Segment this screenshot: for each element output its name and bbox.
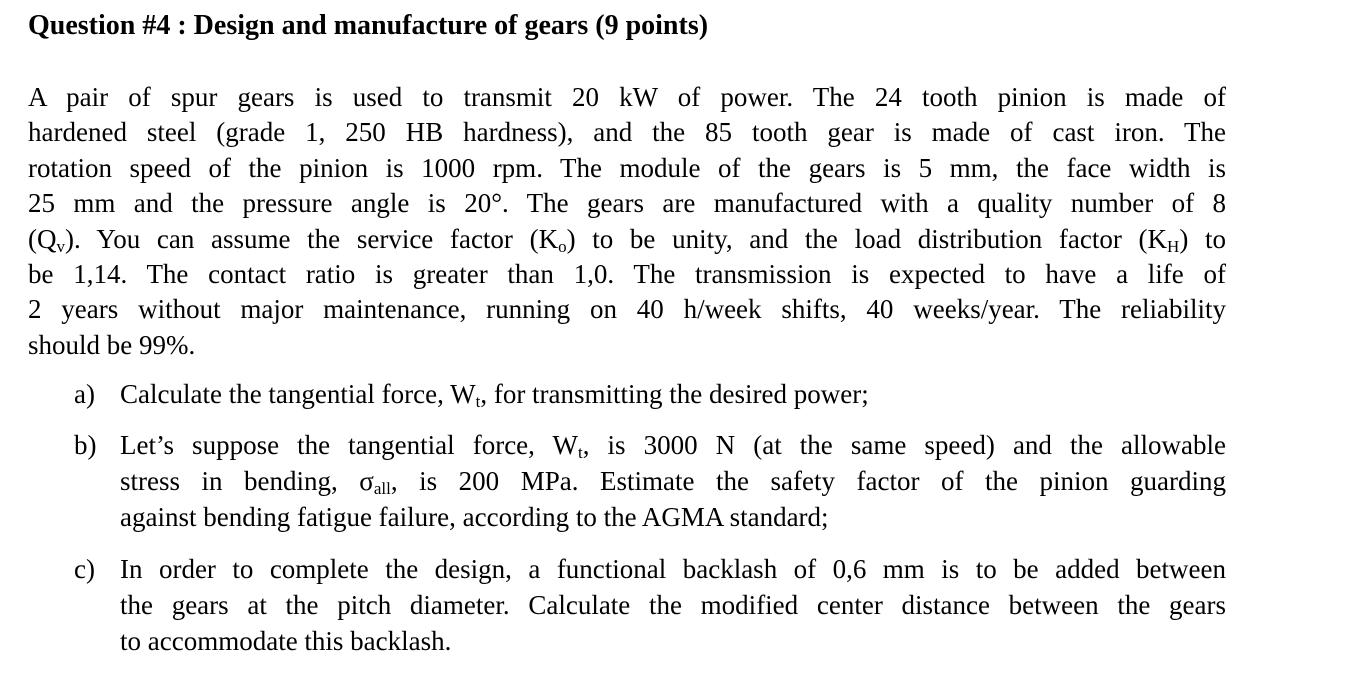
statement-line: 25 mm and the pressure angle is 20°. The gears are manufactured with a quality number of 8	[28, 188, 1226, 219]
question-line: In order to complete the design, a functional backlash of 0,6 mm is to be added between	[120, 554, 1226, 584]
subscript: t	[475, 392, 481, 411]
subscript: t	[577, 443, 583, 462]
list-marker: a)	[74, 379, 95, 409]
statement-line: A pair of spur gears is used to transmit 20 kW of power. The 24 tooth pinion is made of	[28, 82, 1226, 112]
list-marker: b)	[74, 430, 97, 460]
text-fragment: ) to be unity, and the load distribution factor (K	[566, 223, 1168, 254]
statement-line: 2 years without major maintenance, running on 40 h/week shifts, 40 weeks/year. The reliability	[28, 294, 1226, 325]
question-line: to accommodate this backlash.	[120, 626, 452, 656]
statement-line	[28, 222, 1226, 257]
text-fragment: stress in bending, σ	[120, 466, 374, 496]
question-title: Question #4 : Design and manufacture of gears (9 points)	[28, 10, 709, 41]
sub-question-text	[120, 376, 1226, 412]
question-line: against bending fatigue failure, according to the AGMA standard;	[120, 502, 829, 532]
statement-line: rotation speed of the pinion is 1000 rpm. The module of the gears is 5 mm, the face width is	[28, 152, 1226, 183]
problem-statement	[28, 80, 1226, 363]
text-fragment: (Q	[28, 223, 57, 254]
sub-question-a	[74, 376, 1226, 416]
subscript: all	[373, 479, 391, 498]
text-fragment: , is 3000 N (at the same speed) and the allowable	[582, 430, 1227, 460]
question-line	[120, 427, 1226, 463]
question-line	[120, 376, 1226, 412]
subscript: H	[1167, 236, 1180, 256]
sub-question-text	[120, 427, 1226, 535]
text-fragment: Let’s suppose the tangential force, W	[120, 430, 578, 460]
question-line: the gears at the pitch diameter. Calculate the modified center distance between the gears	[120, 590, 1226, 620]
sub-question-b	[74, 427, 1226, 537]
subscript: v	[56, 236, 65, 256]
text-fragment: , for transmitting the desired power;	[480, 379, 869, 409]
text-fragment: ) to	[1179, 223, 1226, 254]
text-fragment: ). You can assume the service factor (K	[65, 223, 559, 254]
text-fragment: , is 200 MPa. Estimate the safety factor of the pinion guarding	[390, 466, 1226, 496]
text-fragment: Calculate the tangential force, W	[120, 379, 476, 409]
list-marker: c)	[74, 554, 95, 584]
statement-line: hardened steel (grade 1, 250 HB hardness), and the 85 tooth gear is made of cast iron. The	[28, 117, 1226, 148]
sub-question-c	[74, 551, 1226, 661]
question-line	[120, 463, 1226, 499]
statement-line: should be 99%.	[28, 329, 196, 360]
sub-question-text	[120, 551, 1226, 659]
subscript: o	[558, 236, 567, 256]
statement-line: be 1,14. The contact ratio is greater than 1,0. The transmission is expected to have a life of	[28, 259, 1226, 290]
